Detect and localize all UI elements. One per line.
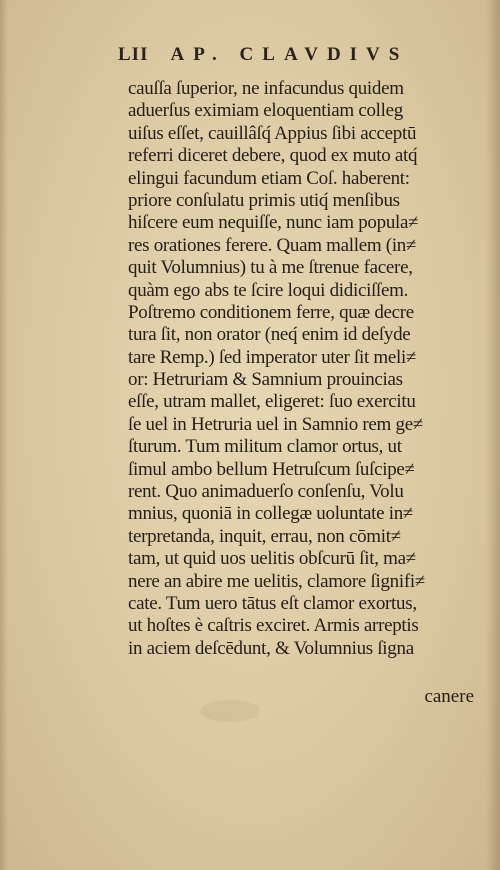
text-line: ſe uel in Hetruria uel in Samnio rem ge≠ bbox=[128, 413, 423, 435]
text-line: or: Hetruriam & Samnium prouincias bbox=[128, 369, 403, 391]
folio-number: LII bbox=[118, 44, 149, 65]
running-head bbox=[118, 44, 448, 70]
text-line: in aciem deſcēdunt, & Volumnius ſigna bbox=[128, 637, 414, 659]
text-line: ſturum. Tum militum clamor ortus, ut bbox=[128, 436, 402, 458]
text-line: uiſus eſſet, cauillâſq́ Appius ſibi acceptū bbox=[128, 122, 417, 144]
text-line: referri diceret debere, quod ex muto atq́ bbox=[128, 145, 418, 167]
text-line: priore conſulatu primis utiq́ menſibus bbox=[128, 189, 400, 211]
text-line: Poſtremo conditionem ferre, quæ decre bbox=[128, 301, 414, 323]
paper-stain bbox=[200, 700, 260, 722]
text-line: rent. Quo animaduerſo conſenſu, Volu bbox=[128, 481, 404, 503]
text-line: cate. Tum uero tātus eſt clamor exortus, bbox=[128, 592, 417, 614]
text-line: mnius, quoniā in collegæ uoluntate in≠ bbox=[128, 503, 414, 525]
running-title: AP. CLAVDIVS bbox=[170, 44, 409, 65]
text-line: hiſcere eum nequiſſe, nunc iam popula≠ bbox=[128, 212, 419, 234]
text-line: nere an abire me uelitis, clamore ſignifi≠ bbox=[128, 570, 425, 592]
text-line: tare Remp.) ſed imperator uter ſit meli≠ bbox=[128, 346, 417, 368]
page-fold-shadow bbox=[486, 0, 500, 870]
text-line: eſſe, utram mallet, eligeret: ſuo exercitu bbox=[128, 391, 416, 413]
text-line: elingui facundum etiam Coſ. haberent: bbox=[128, 167, 410, 189]
page-left-edge bbox=[0, 0, 8, 870]
text-line: cauſſa ſuperior, ne infacundus quidem bbox=[128, 78, 404, 99]
text-block bbox=[128, 78, 484, 660]
text-line: terpretanda, inquit, errau, non cōmit≠ bbox=[128, 525, 401, 547]
text-line: quit Volumnius) tu à me ſtrenue facere, bbox=[128, 257, 413, 279]
text-line: ſimul ambo bellum Hetruſcum ſuſcipe≠ bbox=[128, 458, 415, 480]
text-line: ut hoſtes è caſtris exciret. Armis arreptis bbox=[128, 615, 419, 637]
text-line: tam, ut quid uos uelitis obſcurū ſit, ma≠ bbox=[128, 548, 416, 570]
text-line: quàm ego abs te ſcire loqui didiciſſem. bbox=[128, 279, 409, 301]
text-line: res orationes ferere. Quam mallem (in≠ bbox=[128, 234, 417, 256]
text-line: aduerſus eximiam eloquentiam colleg bbox=[128, 100, 403, 122]
text-line: tura ſit, non orator (neq́ enim id deſyde bbox=[128, 324, 411, 346]
catchword: canere bbox=[424, 686, 474, 707]
